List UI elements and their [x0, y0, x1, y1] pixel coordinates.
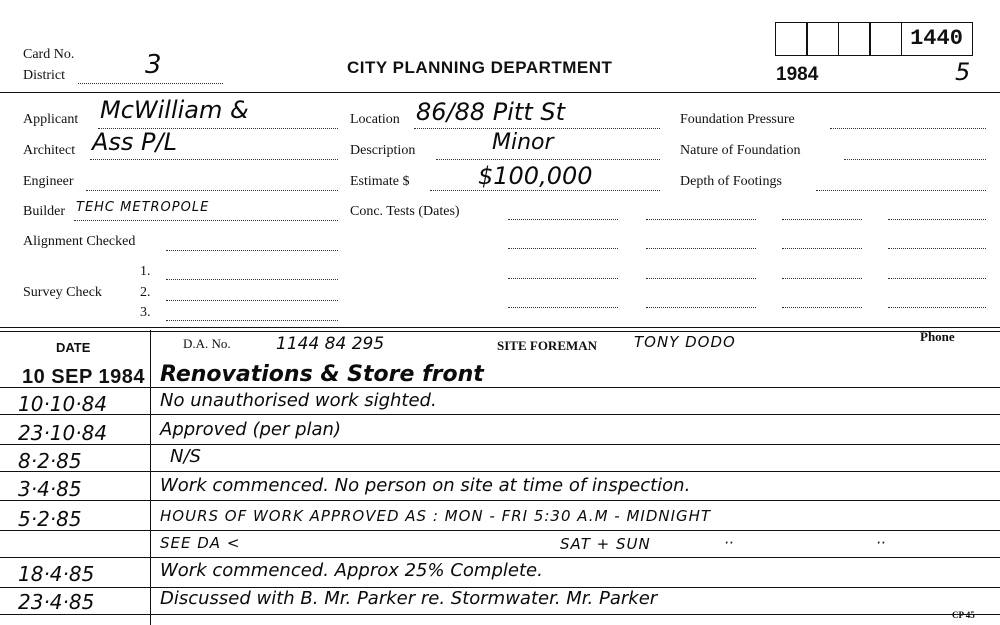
estimate-label: Estimate $ [350, 174, 410, 189]
entry-text: HOURS OF WORK APPROVED AS : MON - FRI 5:30 A.M - MIDNIGHT [160, 507, 712, 525]
description-line [436, 159, 660, 160]
location-value: 86/88 Pitt St [416, 98, 566, 126]
foundation-pressure-label: Foundation Pressure [680, 112, 795, 127]
survey-num-3: 3. [140, 305, 151, 320]
row-line [0, 530, 1000, 531]
ditto-mark: ·· [876, 534, 886, 552]
number-box [838, 22, 871, 56]
card-number: 1440 [901, 22, 973, 56]
conc-line-4a [508, 307, 618, 308]
architect-line [90, 159, 338, 160]
district-line [78, 83, 223, 84]
conc-tests-label: Conc. Tests (Dates) [350, 204, 460, 219]
conc-line-2a [508, 248, 618, 249]
entry-date: 3·4·85 [18, 477, 82, 501]
alignment-line [166, 250, 338, 251]
district-value: 3 [145, 50, 162, 80]
site-foreman-label: SITE FOREMAN [497, 338, 598, 353]
entry-date: 23·4·85 [18, 590, 95, 614]
survey-num-2: 2. [140, 285, 151, 300]
conc-line-1b [646, 219, 756, 220]
conc-line-4c [782, 307, 862, 308]
entry-text: No unauthorised work sighted. [160, 390, 437, 411]
conc-line-3d [888, 278, 986, 279]
conc-line-1a [508, 219, 618, 220]
row-line [0, 500, 1000, 501]
conc-line-2b [646, 248, 756, 249]
estimate-value: $100,000 [478, 162, 593, 190]
header-divider [0, 92, 1000, 93]
row-line [0, 471, 1000, 472]
card-no-label: Card No. [23, 47, 75, 62]
site-foreman-value: TONY DODO [634, 333, 736, 351]
number-box [869, 22, 902, 56]
conc-line-4d [888, 307, 986, 308]
survey-line-2 [166, 300, 338, 301]
applicant-label: Applicant [23, 112, 79, 127]
description-value: Minor [492, 130, 554, 155]
location-label: Location [350, 112, 400, 127]
conc-line-2c [782, 248, 862, 249]
entry-text: SEE DA < [160, 534, 241, 552]
entry-text: Work commenced. Approx 25% Complete. [160, 560, 543, 581]
log-divider-top [0, 327, 1000, 328]
conc-line-1d [888, 219, 986, 220]
row-line [0, 414, 1000, 415]
da-label: D.A. No. [183, 336, 231, 351]
nature-foundation-label: Nature of Foundation [680, 143, 801, 158]
entry-text: Approved (per plan) [160, 419, 341, 440]
number-box [775, 22, 808, 56]
builder-label: Builder [23, 204, 65, 219]
conc-line-4b [646, 307, 756, 308]
entry-date: 10·10·84 [18, 392, 108, 416]
entry-date: 8·2·85 [18, 449, 82, 473]
entry-date-stamp: 10 SEP 1984 [22, 366, 146, 388]
row-line [0, 387, 1000, 388]
entry-text: Discussed with B. Mr. Parker re. Stormwater. Mr. Parker [160, 588, 658, 609]
estimate-line [430, 190, 660, 191]
architect-label: Architect [23, 143, 76, 158]
row-line [0, 614, 1000, 615]
da-value: 1144 84 295 [276, 334, 385, 354]
phone-label: Phone [920, 329, 955, 344]
entry-text: N/S [170, 446, 201, 467]
survey-label: Survey Check [23, 285, 102, 300]
architect-value: Ass P/L [92, 128, 177, 156]
conc-line-2d [888, 248, 986, 249]
foundation-pressure-line [830, 128, 986, 129]
department-title: CITY PLANNING DEPARTMENT [347, 58, 613, 77]
year: 1984 [776, 64, 819, 85]
conc-line-3b [646, 278, 756, 279]
conc-line-3c [782, 278, 862, 279]
engineer-label: Engineer [23, 174, 74, 189]
entry-date: 23·10·84 [18, 421, 108, 445]
entry-date: 18·4·85 [18, 562, 95, 586]
row-line [0, 444, 1000, 445]
survey-line-1 [166, 279, 338, 280]
builder-value: TEHC METROPOLE [76, 200, 210, 215]
conc-line-3a [508, 278, 618, 279]
applicant-value: McWilliam & [100, 96, 249, 124]
ditto-mark: ·· [724, 534, 734, 552]
alignment-label: Alignment Checked [23, 234, 136, 249]
description-label: Description [350, 143, 416, 158]
builder-line [74, 220, 338, 221]
nature-foundation-line [844, 159, 986, 160]
location-line [414, 128, 660, 129]
survey-num-1: 1. [140, 264, 151, 279]
survey-line-3 [166, 320, 338, 321]
date-column-divider [150, 330, 151, 625]
date-header: DATE [56, 340, 91, 355]
depth-footings-label: Depth of Footings [680, 174, 782, 189]
card-number-boxes [776, 22, 973, 56]
sat-sun: SAT + SUN [560, 535, 651, 553]
entry-text: Renovations & Store front [160, 362, 484, 387]
row-line [0, 557, 1000, 558]
entry-date: 5·2·85 [18, 507, 82, 531]
entry-text: Work commenced. No person on site at time of inspection. [160, 475, 691, 496]
number-box [806, 22, 839, 56]
card-suffix: 5 [955, 58, 971, 86]
engineer-line [86, 190, 338, 191]
depth-footings-line [816, 190, 986, 191]
conc-line-1c [782, 219, 862, 220]
district-label: District [23, 68, 65, 83]
form-code: CP 45 [952, 610, 975, 620]
